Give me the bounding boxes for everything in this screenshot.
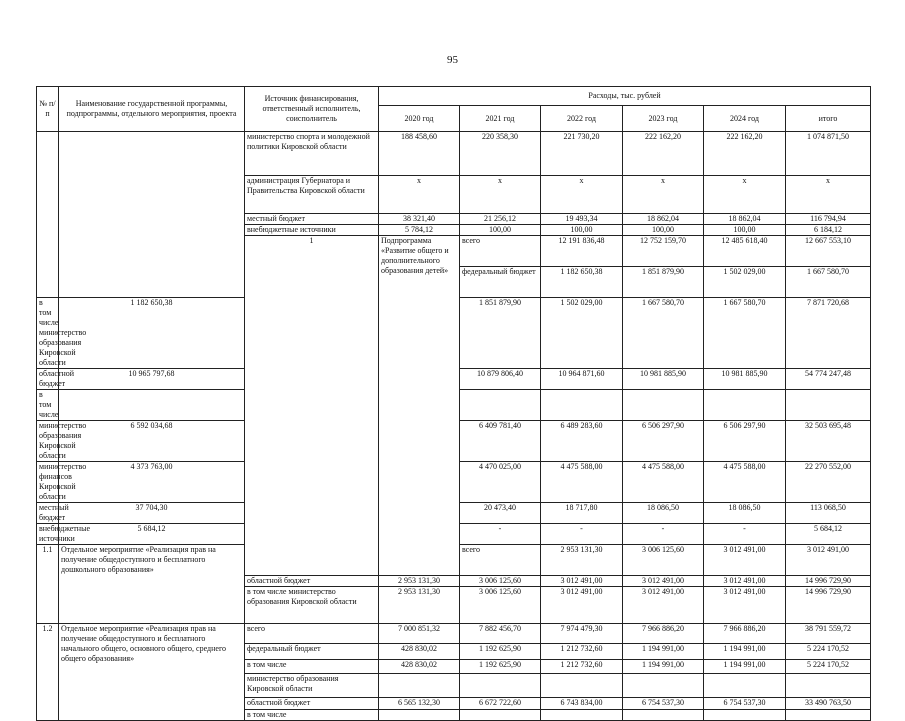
year-value: -	[623, 524, 704, 545]
year-value: 18 086,50	[623, 503, 704, 524]
year-value: 4 475 588,00	[623, 462, 704, 503]
year-value	[460, 710, 541, 721]
year-value	[623, 674, 704, 698]
year-value: 100,00	[541, 225, 623, 236]
total-value: 1 074 871,50	[786, 132, 871, 176]
year-value	[541, 674, 623, 698]
year-value: 6 489 283,60	[541, 421, 623, 462]
funding-source: областной бюджет	[37, 369, 59, 390]
year-value	[541, 710, 623, 721]
year-value: 221 730,20	[541, 132, 623, 176]
year-value: 1 212 732,60	[541, 644, 623, 660]
table-row	[37, 132, 871, 176]
funding-source: в том числе	[37, 390, 59, 421]
year-value: 1 192 625,90	[460, 644, 541, 660]
header-expenses: Расходы, тыс. рублей	[379, 87, 871, 106]
year-value: 18 086,50	[704, 503, 786, 524]
funding-source: министерство спорта и молодежной политики Кировской области	[245, 132, 379, 176]
total-value: х	[786, 176, 871, 214]
table-row	[37, 624, 871, 644]
header-year: 2022 год	[541, 106, 623, 132]
year-value: 5 684,12	[59, 524, 245, 545]
year-value: 428 830,02	[379, 644, 460, 660]
year-value	[59, 390, 245, 421]
year-value	[541, 390, 623, 421]
year-value: 3 012 491,00	[704, 587, 786, 624]
year-value: х	[460, 176, 541, 214]
year-value: х	[379, 176, 460, 214]
year-value: 4 470 025,00	[460, 462, 541, 503]
year-value: 3 006 125,60	[460, 576, 541, 587]
funding-source: всего	[460, 545, 541, 576]
row-number: 1.2	[37, 624, 59, 721]
year-value: 6 506 297,90	[623, 421, 704, 462]
year-value: 6 754 537,30	[704, 698, 786, 710]
year-value: 3 012 491,00	[541, 587, 623, 624]
header-source: Источник финансирования, ответственный исполнитель, соисполнитель	[245, 87, 379, 132]
year-value: 4 373 763,00	[59, 462, 245, 503]
total-value	[786, 390, 871, 421]
total-value: 54 774 247,48	[786, 369, 871, 390]
year-value: 18 862,04	[704, 214, 786, 225]
year-value: 222 162,20	[704, 132, 786, 176]
year-value: 3 006 125,60	[623, 545, 704, 576]
year-value: 4 475 588,00	[704, 462, 786, 503]
year-value: 100,00	[460, 225, 541, 236]
year-value: 6 592 034,68	[59, 421, 245, 462]
year-value: 3 012 491,00	[786, 545, 871, 576]
total-value: 38 791 559,72	[786, 624, 871, 644]
header-year: 2023 год	[623, 106, 704, 132]
year-value	[379, 710, 460, 721]
year-value: 18 717,80	[541, 503, 623, 524]
year-value: 10 879 806,40	[460, 369, 541, 390]
total-value: 5 224 170,52	[786, 660, 871, 674]
funding-source: министерство финансов Кировской области	[37, 462, 59, 503]
year-value: 6 743 834,00	[541, 698, 623, 710]
year-value: 7 000 851,32	[379, 624, 460, 644]
year-value: 3 006 125,60	[460, 587, 541, 624]
funding-source: внебюджетные источники	[37, 524, 59, 545]
year-value: 38 321,40	[379, 214, 460, 225]
year-value: 6 506 297,90	[704, 421, 786, 462]
year-value	[460, 390, 541, 421]
funding-source: в том числе	[245, 710, 379, 721]
year-value: 1 194 991,00	[704, 644, 786, 660]
year-value: 1 851 879,90	[623, 267, 704, 298]
table-body	[37, 132, 871, 721]
year-value	[460, 674, 541, 698]
year-value: х	[623, 176, 704, 214]
year-value	[704, 674, 786, 698]
funding-source: областной бюджет	[245, 698, 379, 710]
header-year: 2021 год	[460, 106, 541, 132]
year-value: 37 704,30	[59, 503, 245, 524]
year-value: 10 981 885,90	[623, 369, 704, 390]
year-value	[379, 674, 460, 698]
year-value: 19 493,34	[541, 214, 623, 225]
total-value: 113 068,50	[786, 503, 871, 524]
year-value: 3 012 491,00	[541, 576, 623, 587]
total-value: 6 184,12	[786, 225, 871, 236]
year-value: 1 667 580,70	[623, 298, 704, 369]
year-value: 1 194 991,00	[623, 660, 704, 674]
program-name: Отдельное мероприятие «Реализация прав на получение общедоступного и бесплатного начального общего, основного общего, среднего общего образования»	[59, 624, 245, 721]
year-value: 5 784,12	[379, 225, 460, 236]
funding-source: в том числе министерство образования Кировской области	[37, 298, 59, 369]
header-num: № п/п	[37, 87, 59, 132]
total-value: 33 490 763,50	[786, 698, 871, 710]
year-value: 428 830,02	[379, 660, 460, 674]
year-value: 18 862,04	[623, 214, 704, 225]
year-value: 3 012 491,00	[704, 576, 786, 587]
program-name: Подпрограмма «Развитие общего и дополнительного образования детей»	[379, 236, 460, 576]
year-value: 1 502 029,00	[704, 267, 786, 298]
total-value: 7 871 720,68	[786, 298, 871, 369]
row-number	[37, 132, 59, 298]
total-value	[786, 710, 871, 721]
total-value: 14 996 729,90	[786, 587, 871, 624]
year-value: 1 212 732,60	[541, 660, 623, 674]
funding-source: внебюджетные источники	[245, 225, 379, 236]
row-number: 1	[245, 236, 379, 576]
year-value: 4 475 588,00	[541, 462, 623, 503]
year-value: 12 485 618,40	[704, 236, 786, 267]
year-value: 6 754 537,30	[623, 698, 704, 710]
year-value: 7 966 886,20	[623, 624, 704, 644]
year-value: -	[541, 524, 623, 545]
program-name	[59, 132, 245, 298]
year-value: 1 182 650,38	[59, 298, 245, 369]
funding-source: федеральный бюджет	[460, 267, 541, 298]
year-value: 10 965 797,68	[59, 369, 245, 390]
funding-source: всего	[460, 236, 541, 267]
funding-source: федеральный бюджет	[245, 644, 379, 660]
year-value: 20 473,40	[460, 503, 541, 524]
funding-source: администрация Губернатора и Правительства Кировской области	[245, 176, 379, 214]
year-value: 1 192 625,90	[460, 660, 541, 674]
year-value: 100,00	[704, 225, 786, 236]
year-value: 6 565 132,30	[379, 698, 460, 710]
year-value	[704, 710, 786, 721]
year-value: 1 851 879,90	[460, 298, 541, 369]
funding-source: местный бюджет	[37, 503, 59, 524]
row-number: 1.1	[37, 545, 59, 624]
funding-source: министерство образования Кировской области	[37, 421, 59, 462]
total-value: 116 794,94	[786, 214, 871, 225]
funding-source: в том числе министерство образования Кировской области	[245, 587, 379, 624]
funding-source: в том числе	[245, 660, 379, 674]
year-value: 12 667 553,10	[786, 236, 871, 267]
year-value: -	[460, 524, 541, 545]
year-value: 12 752 159,70	[623, 236, 704, 267]
year-value: 3 012 491,00	[623, 576, 704, 587]
year-value: 2 953 131,30	[541, 545, 623, 576]
year-value: -	[704, 524, 786, 545]
total-value: 5 224 170,52	[786, 644, 871, 660]
year-value: 100,00	[623, 225, 704, 236]
header-name: Наименование государственной программы, подпрограммы, отдельного мероприятия, проекта	[59, 87, 245, 132]
year-value: 7 882 456,70	[460, 624, 541, 644]
total-value: 22 270 552,00	[786, 462, 871, 503]
header-year: 2024 год	[704, 106, 786, 132]
year-value: 2 953 131,30	[379, 587, 460, 624]
year-value: 21 256,12	[460, 214, 541, 225]
year-value: 6 409 781,40	[460, 421, 541, 462]
year-value	[704, 390, 786, 421]
year-value: 12 191 836,48	[541, 236, 623, 267]
year-value: 1 194 991,00	[704, 660, 786, 674]
funding-source: всего	[245, 624, 379, 644]
year-value: 1 667 580,70	[786, 267, 871, 298]
program-name: Отдельное мероприятие «Реализация прав на получение общедоступного и бесплатного дошкольного образования»	[59, 545, 245, 624]
year-value: 1 194 991,00	[623, 644, 704, 660]
year-value: 6 672 722,60	[460, 698, 541, 710]
header-year: 2020 год	[379, 106, 460, 132]
year-value: 3 012 491,00	[623, 587, 704, 624]
year-value: 2 953 131,30	[379, 576, 460, 587]
year-value: 10 981 885,90	[704, 369, 786, 390]
year-value: 1 182 650,38	[541, 267, 623, 298]
total-value: 32 503 695,48	[786, 421, 871, 462]
year-value: 10 964 871,60	[541, 369, 623, 390]
year-value: х	[541, 176, 623, 214]
financing-table	[36, 86, 871, 721]
year-value: 220 358,30	[460, 132, 541, 176]
total-value	[786, 674, 871, 698]
year-value: 222 162,20	[623, 132, 704, 176]
year-value: 3 012 491,00	[704, 545, 786, 576]
year-value: 1 502 029,00	[541, 298, 623, 369]
header-total: итого	[786, 106, 871, 132]
total-value: 14 996 729,90	[786, 576, 871, 587]
year-value: 7 974 479,30	[541, 624, 623, 644]
total-value: 5 684,12	[786, 524, 871, 545]
year-value: 188 458,60	[379, 132, 460, 176]
page-number: 95	[447, 54, 458, 66]
funding-source: министерство образования Кировской области	[245, 674, 379, 698]
funding-source: местный бюджет	[245, 214, 379, 225]
year-value	[623, 710, 704, 721]
year-value: х	[704, 176, 786, 214]
funding-source: областной бюджет	[245, 576, 379, 587]
year-value: 7 966 886,20	[704, 624, 786, 644]
year-value	[623, 390, 704, 421]
year-value: 1 667 580,70	[704, 298, 786, 369]
